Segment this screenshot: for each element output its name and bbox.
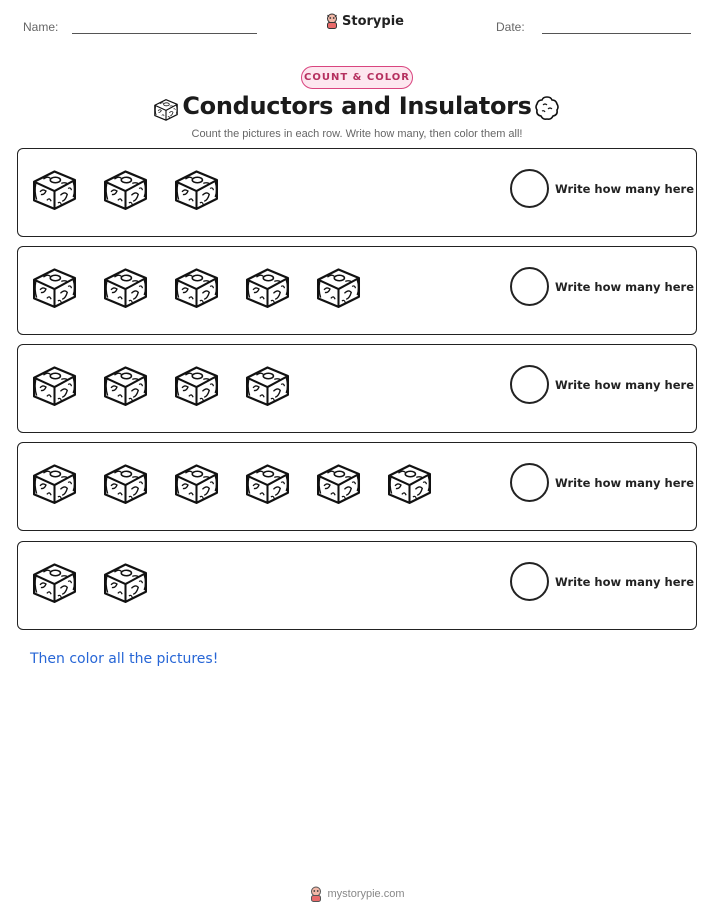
rubber-block-icon (29, 457, 80, 508)
instructions: Count the pictures in each row. Write how many, then color them all! (191, 128, 523, 140)
rubber-block-icon (29, 556, 80, 607)
brand-name: Storypie (342, 13, 404, 29)
picture-group (29, 261, 364, 312)
name-line[interactable] (72, 33, 257, 34)
answer-circle[interactable] (510, 562, 549, 601)
rubber-block-icon (100, 163, 151, 214)
rubber-block-icon (384, 457, 435, 508)
date-label: Date: (496, 20, 525, 34)
write-label: Write how many here (555, 378, 694, 392)
rubber-block-icon (313, 261, 364, 312)
write-label: Write how many here (555, 575, 694, 589)
rubber-block-icon (242, 457, 293, 508)
rubber-block-icon (29, 261, 80, 312)
picture-group (29, 457, 435, 508)
name-label: Name: (23, 20, 59, 34)
picture-group (29, 556, 151, 607)
count-row (17, 442, 697, 531)
write-label: Write how many here (555, 182, 694, 196)
site-url[interactable]: mystorypie.com (327, 888, 405, 900)
storypie-mascot-icon (325, 13, 339, 29)
answer-circle[interactable] (510, 169, 549, 208)
rubber-block-icon (171, 457, 222, 508)
date-line[interactable] (542, 33, 691, 34)
rubber-block-icon (29, 359, 80, 410)
count-row (17, 541, 697, 630)
footer-note: Then color all the pictures! (30, 651, 219, 667)
write-label: Write how many here (555, 476, 694, 490)
page-title: Conductors and Insulators (182, 92, 532, 120)
answer-circle[interactable] (510, 365, 549, 404)
rubber-block-icon (171, 163, 222, 214)
picture-group (29, 163, 222, 214)
rubber-block-icon (100, 261, 151, 312)
rubber-block-icon (171, 359, 222, 410)
count-row (17, 246, 697, 335)
rubber-block-icon (242, 359, 293, 410)
answer-circle[interactable] (510, 463, 549, 502)
site-footer (0, 886, 714, 902)
rubber-block-icon (100, 457, 151, 508)
rubber-block-icon (100, 556, 151, 607)
brand-logo (325, 13, 404, 29)
cotton-ball-icon (534, 95, 560, 121)
rubber-block-icon (242, 261, 293, 312)
count-row (17, 344, 697, 433)
answer-circle[interactable] (510, 267, 549, 306)
rubber-block-icon (100, 359, 151, 410)
storypie-mascot-icon (309, 886, 323, 902)
picture-group (29, 359, 293, 410)
rubber-block-icon (29, 163, 80, 214)
count-row (17, 148, 697, 237)
rubber-block-icon (171, 261, 222, 312)
activity-badge: COUNT & COLOR (301, 66, 413, 89)
rubber-block-icon (313, 457, 364, 508)
write-label: Write how many here (555, 280, 694, 294)
